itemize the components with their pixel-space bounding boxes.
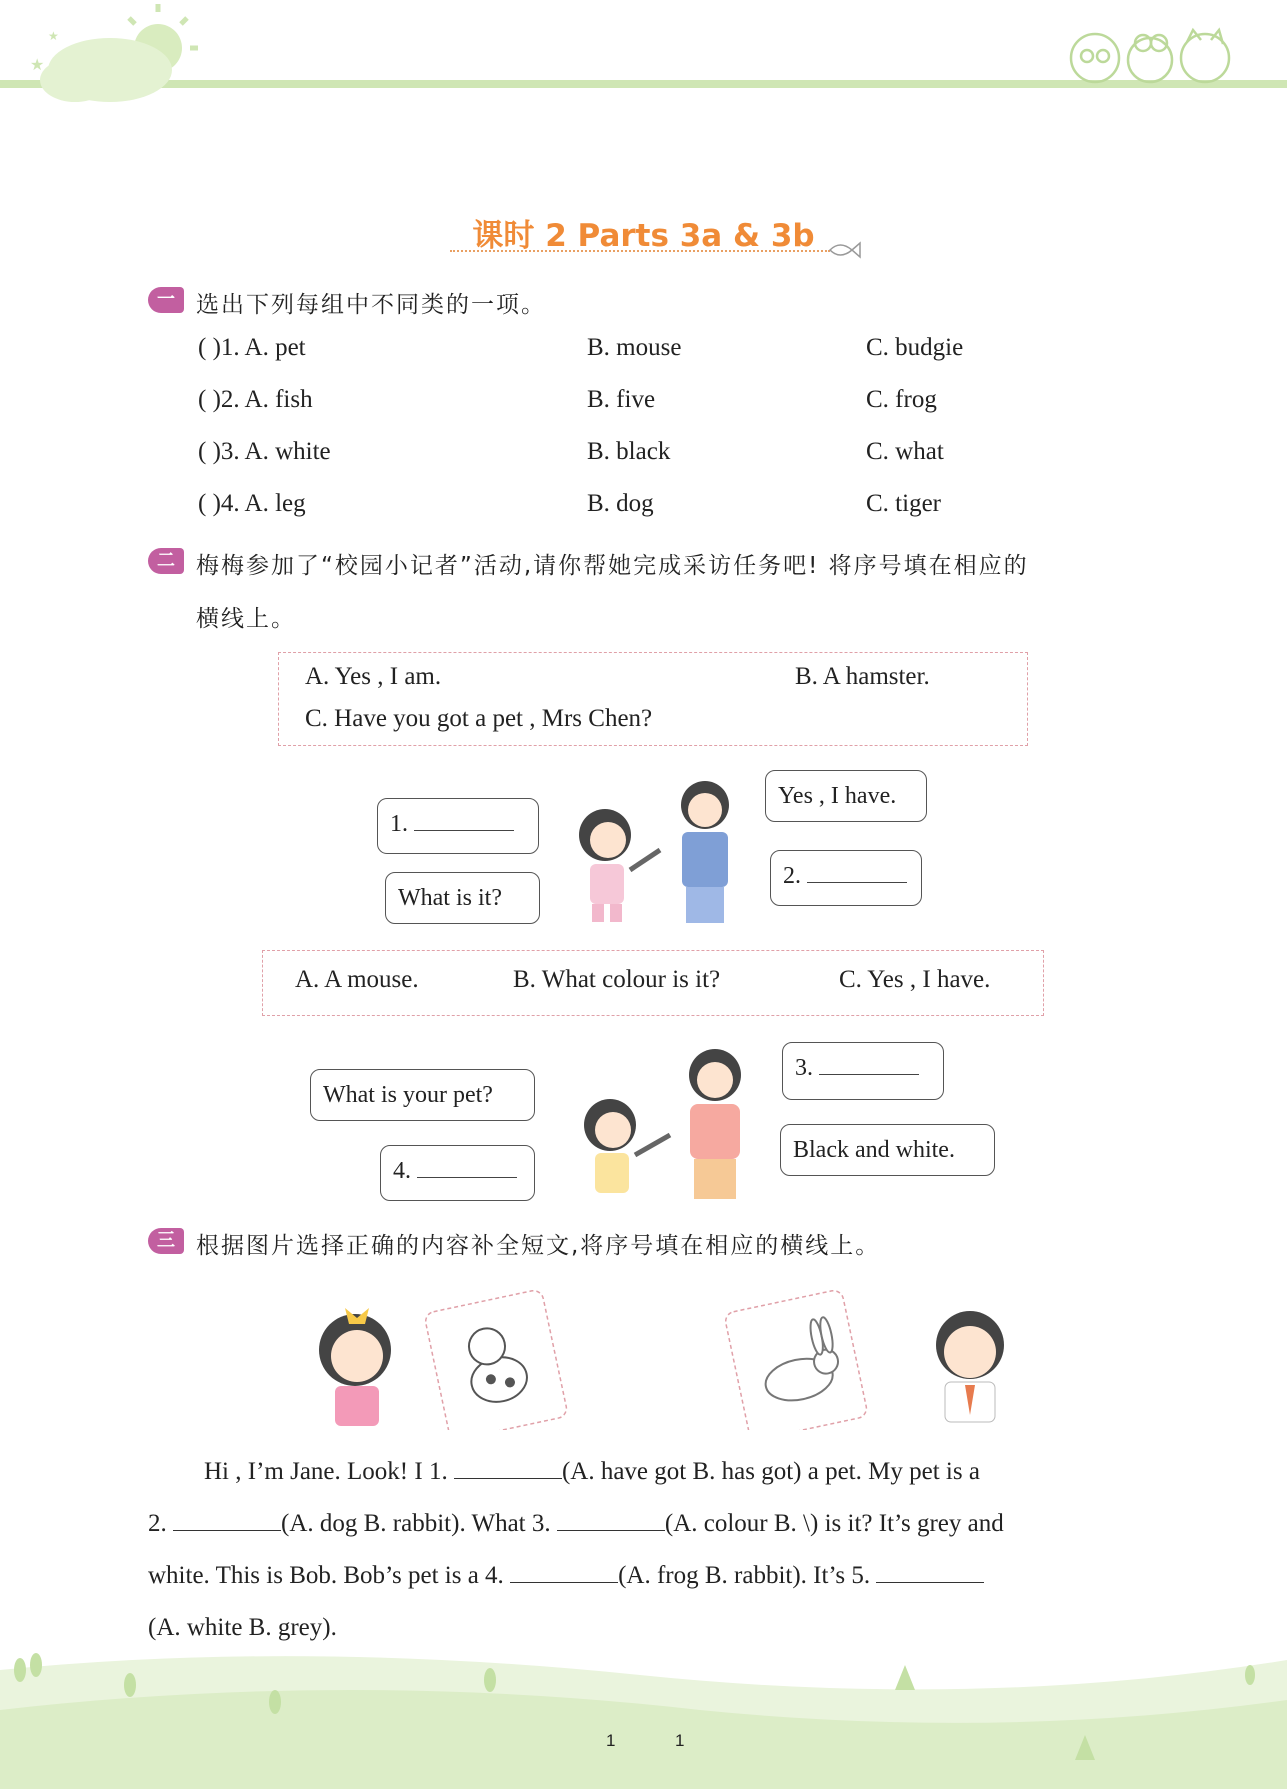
passage-line-1 [148,1446,1158,1498]
passage-text: 2. [148,1510,167,1537]
question-4-b: B. dog [587,490,654,517]
question-1-b: B. mouse [587,334,682,361]
option-a: A. Yes , I am. [305,663,442,690]
answer-blank-p2[interactable] [173,1510,281,1531]
girl-with-dog-illustration [305,1290,575,1430]
passage-text: (A. dog B. rabbit). What 3. [281,1510,551,1537]
section-title-line2: 横线上。 [196,606,296,632]
speech-bubble-2 [770,850,922,906]
passage-text: (A. have got B. has got) a pet. My pet is a [561,1458,980,1485]
page-number-right: 1 [675,1731,685,1750]
answer-blank-p3[interactable] [557,1510,665,1531]
svg-text:★: ★ [30,57,45,74]
option-b: B. A hamster. [795,663,930,690]
sun-cloud-decoration [0,0,200,115]
bubble-number: 4. [393,1158,411,1184]
speech-bubble-1 [377,798,539,854]
question-4-c: C. tiger [866,490,941,517]
answer-blank-4[interactable] [417,1155,517,1178]
question-3-c: C. what [866,438,944,465]
title-underline [450,250,830,252]
option-c: C. Yes , I have. [839,966,991,993]
question-2-a: ( )2. A. fish [198,386,313,413]
svg-text:★: ★ [48,29,59,43]
footer-hills-decoration [0,1640,1287,1789]
speech-bubble-black-and-white: Black and white. [780,1124,995,1176]
question-1-a: ( )1. A. pet [198,334,306,361]
passage-text: Hi , I’m Jane. Look! I 1. [204,1458,448,1485]
fish-icon [826,238,862,262]
reporter-interview-illustration [560,770,770,925]
option-b: B. What colour is it? [513,966,721,993]
speech-bubble-4 [380,1145,535,1201]
reporter-interview-illustration-2 [560,1040,775,1202]
answer-blank-1[interactable] [414,808,514,831]
section-badge: 三 [148,1228,184,1254]
speech-bubble-what-is-it: What is it? [385,872,540,924]
page-number-left: 1 [606,1731,616,1750]
passage-line-2 [148,1498,1158,1550]
bubble-number: 3. [795,1055,813,1081]
bubble-number: 1. [390,811,408,837]
passage-line-3 [148,1550,1158,1602]
passage-text: (A. frog B. rabbit). It’s 5. [618,1562,871,1589]
answer-blank-p5[interactable] [876,1562,984,1583]
speech-bubble-what-is-your-pet: What is your pet? [310,1069,535,1121]
rabbit-and-boy-illustration [725,1290,1025,1430]
option-c: C. Have you got a pet , Mrs Chen? [305,705,653,732]
question-2-b: B. five [587,386,656,413]
question-1-c: C. budgie [866,334,964,361]
speech-bubble-yes: Yes , I have. [765,770,927,822]
question-2-c: C. frog [866,386,937,413]
section-badge: 二 [148,548,184,574]
speech-bubble-3 [782,1042,944,1100]
section-title: 梅梅参加了“校园小记者”活动,请你帮她完成采访任务吧! 将序号填在相应的 [196,553,1029,579]
options-box-1 [278,652,1028,746]
section-title: 选出下列每组中不同类的一项。 [196,292,546,318]
animal-faces-decoration [1055,18,1255,88]
options-box-2 [262,950,1044,1016]
option-a: A. A mouse. [295,966,419,993]
passage-text: (A. colour B. \) is it? It’s grey and [664,1510,1004,1537]
answer-blank-2[interactable] [807,860,907,883]
question-3-b: B. black [587,438,671,465]
question-4-a: ( )4. A. leg [198,490,306,517]
page-title: 课时 2 Parts 3a & 3b [472,218,815,254]
passage-line-4: (A. white B. grey). [148,1614,337,1641]
answer-blank-3[interactable] [819,1052,919,1075]
section-badge: 一 [148,287,184,313]
passage-text: white. This is Bob. Bob’s pet is a 4. [148,1562,504,1589]
bubble-number: 2. [783,863,801,889]
answer-blank-p1[interactable] [454,1458,562,1479]
question-3-a: ( )3. A. white [198,438,331,465]
section-title: 根据图片选择正确的内容补全短文,将序号填在相应的横线上。 [196,1233,881,1259]
answer-blank-p4[interactable] [510,1562,618,1583]
